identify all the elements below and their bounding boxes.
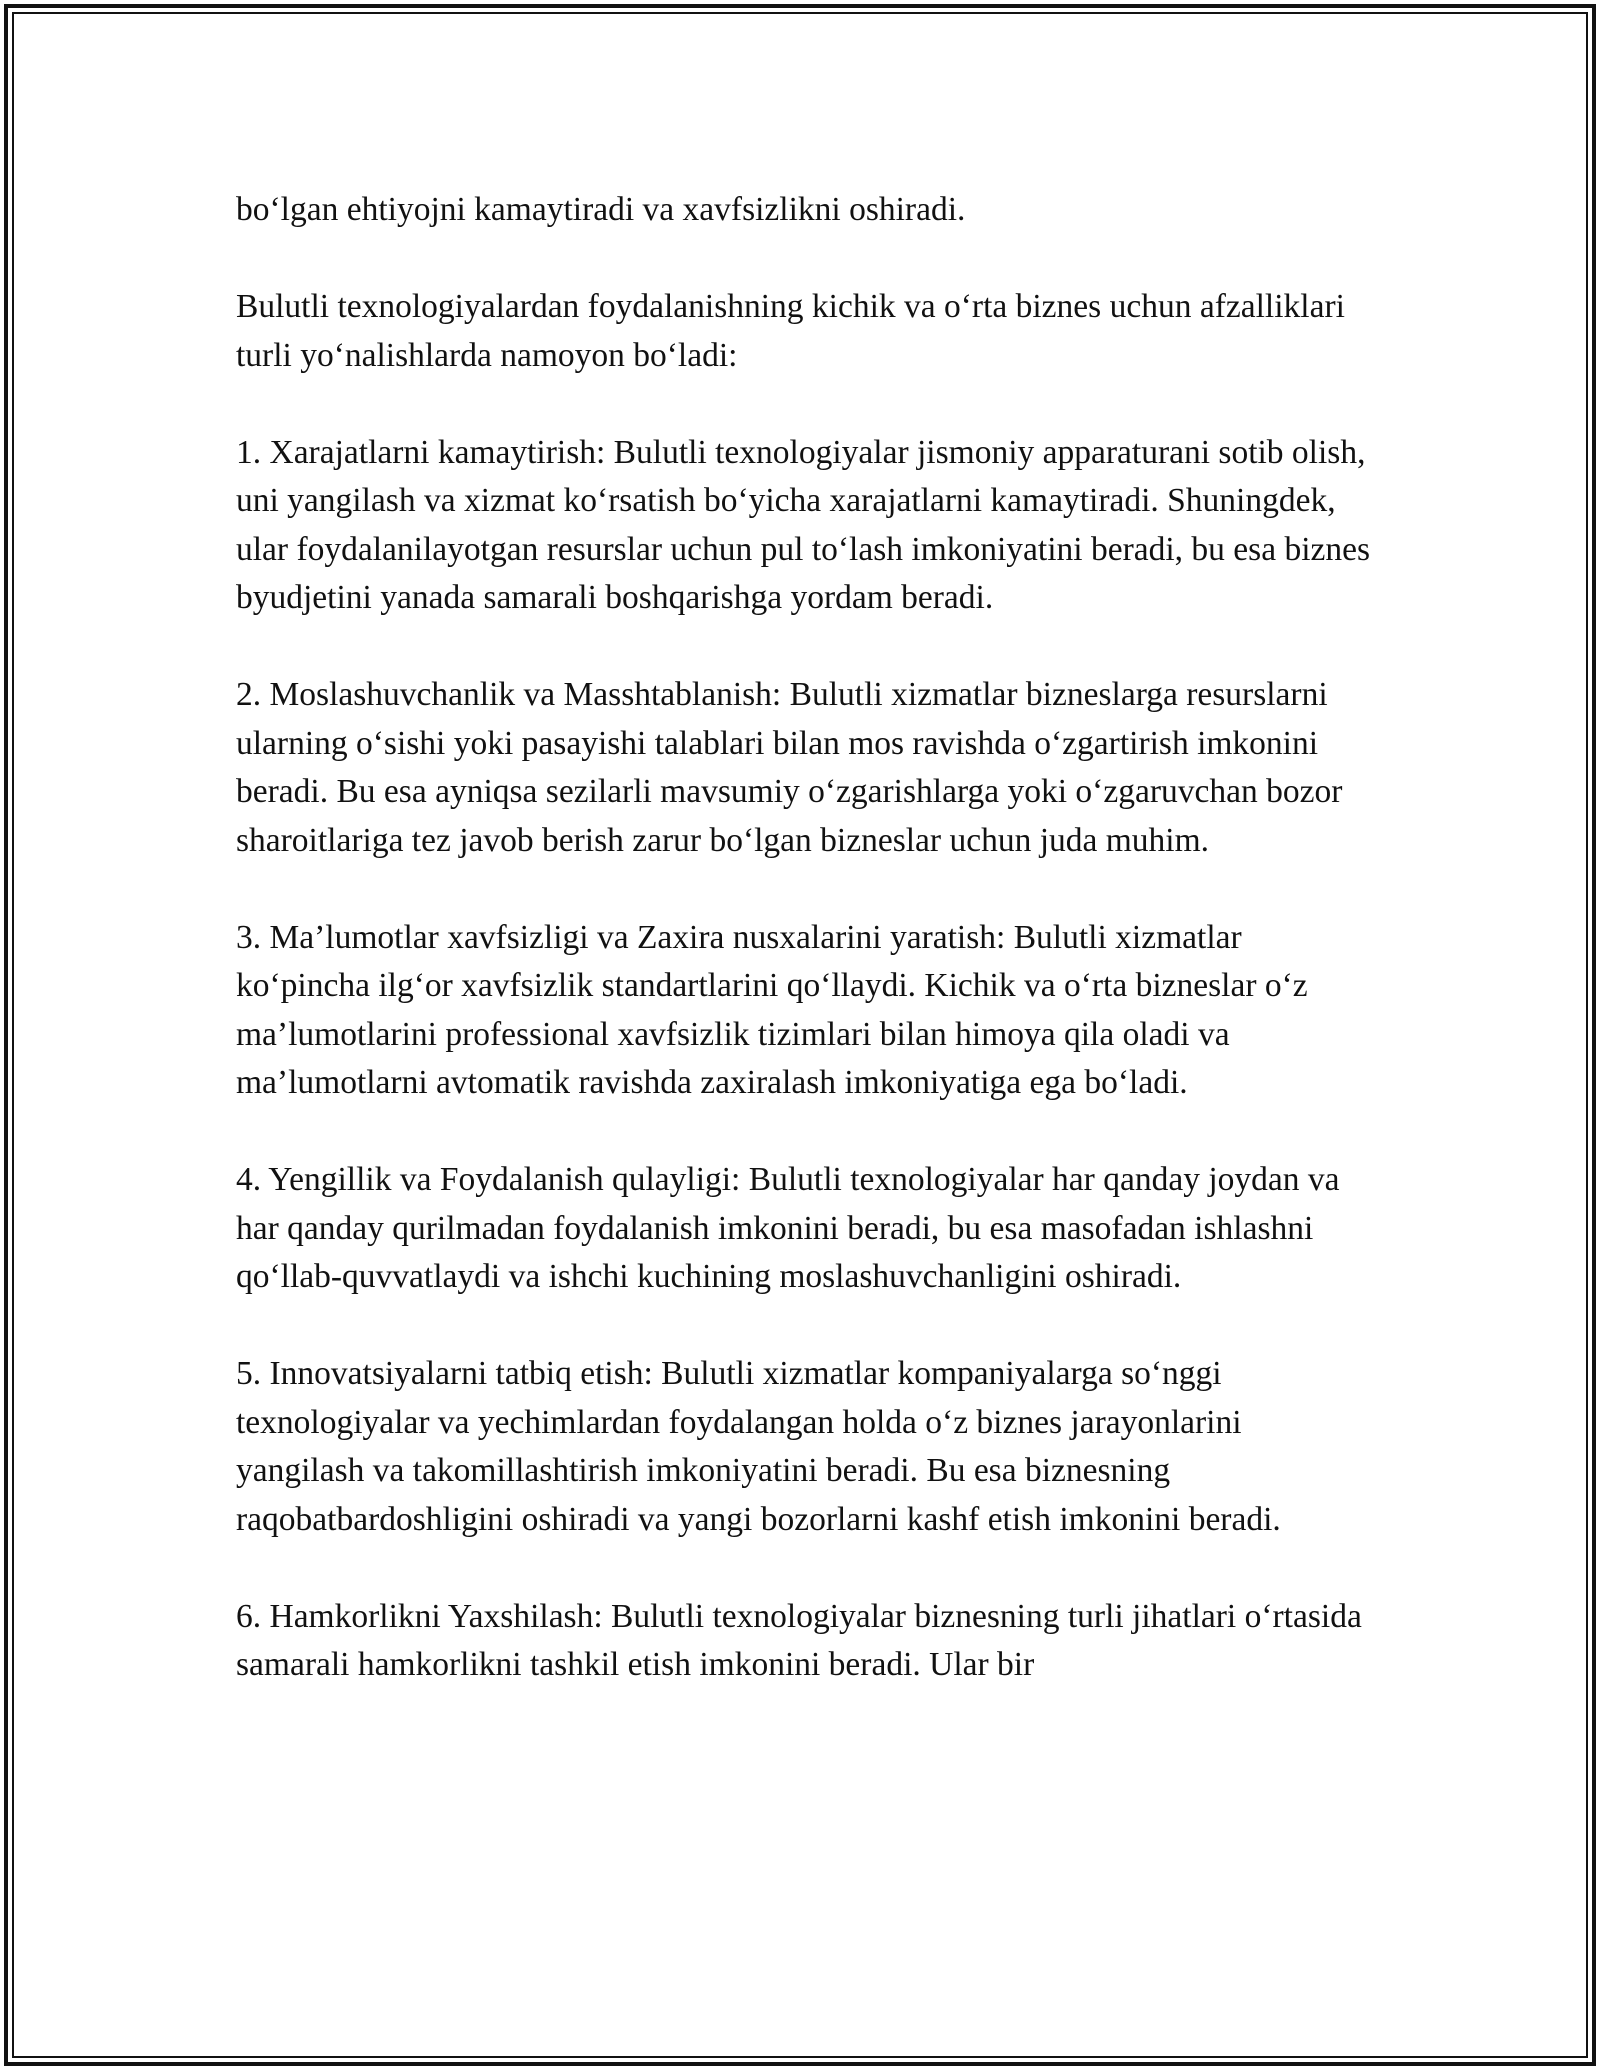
list-item-collaboration: 6. Hamkorlikni Yaxshilash: Bulutli texnologiyalar biznesning turli jihatlari o‘rtasida samarali hamkorlikni tashkil etish imkonini beradi. Ular bir (236, 1597, 1362, 1683)
page-body (236, 186, 1376, 1690)
paragraph-continuation: bo‘lgan ehtiyojni kamaytiradi va xavfsizlikni oshiradi. (236, 191, 966, 228)
list-item-data-security-backup: 3. Ma’lumotlar xavfsizligi va Zaxira nusxalarini yaratish: Bulutli xizmatlar ko‘pincha ilg‘or xavfsizlik standartlarini qo‘llaydi. Kichik va o‘rta bizneslar o‘z ma’lumotlarini professional xavfsizlik tizimlari bilan himoya qila oladi va ma’lumotlarni avtomatik ravishda zaxiralash imkoniyatiga ega bo‘ladi. (236, 918, 1308, 1101)
paragraph-intro: Bulutli texnologiyalardan foydalanishning kichik va o‘rta biznes uchun afzalliklari turli yo‘nalishlarda namoyon bo‘ladi: (236, 288, 1345, 374)
list-item-innovation: 5. Innovatsiyalarni tatbiq etish: Bulutli xizmatlar kompaniyalarga so‘nggi texnologiyalar va yechimlardan foydalangan holda o‘z biznes jarayonlarini yangilash va takomillashtirish imkoniyatini beradi. Bu esa biznesning raqobatbardoshligini oshiradi va yangi bozorlarni kashf etish imkonini beradi. (236, 1355, 1281, 1538)
list-item-flexibility-scaling: 2. Moslashuvchanlik va Masshtablanish: Bulutli xizmatlar bizneslarga resurslarni ularning o‘sishi yoki pasayishi talablari bilan mos ravishda o‘zgartirish imkonini beradi. Bu esa ayniqsa sezilarli mavsumiy o‘zgarishlarga yoki o‘zgaruvchan bozor sharoitlariga tez javob berish zarur bo‘lgan bizneslar uchun juda muhim. (236, 676, 1343, 859)
list-item-ease-of-use: 4. Yengillik va Foydalanish qulayligi: Bulutli texnologiyalar har qanday joydan va har qanday qurilmadan foydalanish imkonini beradi, bu esa masofadan ishlashni qo‘llab-quvvatlaydi va ishchi kuchining moslashuvchanligini oshiradi. (236, 1161, 1340, 1295)
list-item-cost-reduction: 1. Xarajatlarni kamaytirish: Bulutli texnologiyalar jismoniy apparaturani sotib olish, uni yangilash va xizmat ko‘rsatish bo‘yicha xarajatlarni kamaytiradi. Shuningdek, ular foydalanilayotgan resurslar uchun pul to‘lash imkoniyatini beradi, bu esa biznes byudjetini yanada samarali boshqarishga yordam beradi. (236, 433, 1371, 616)
